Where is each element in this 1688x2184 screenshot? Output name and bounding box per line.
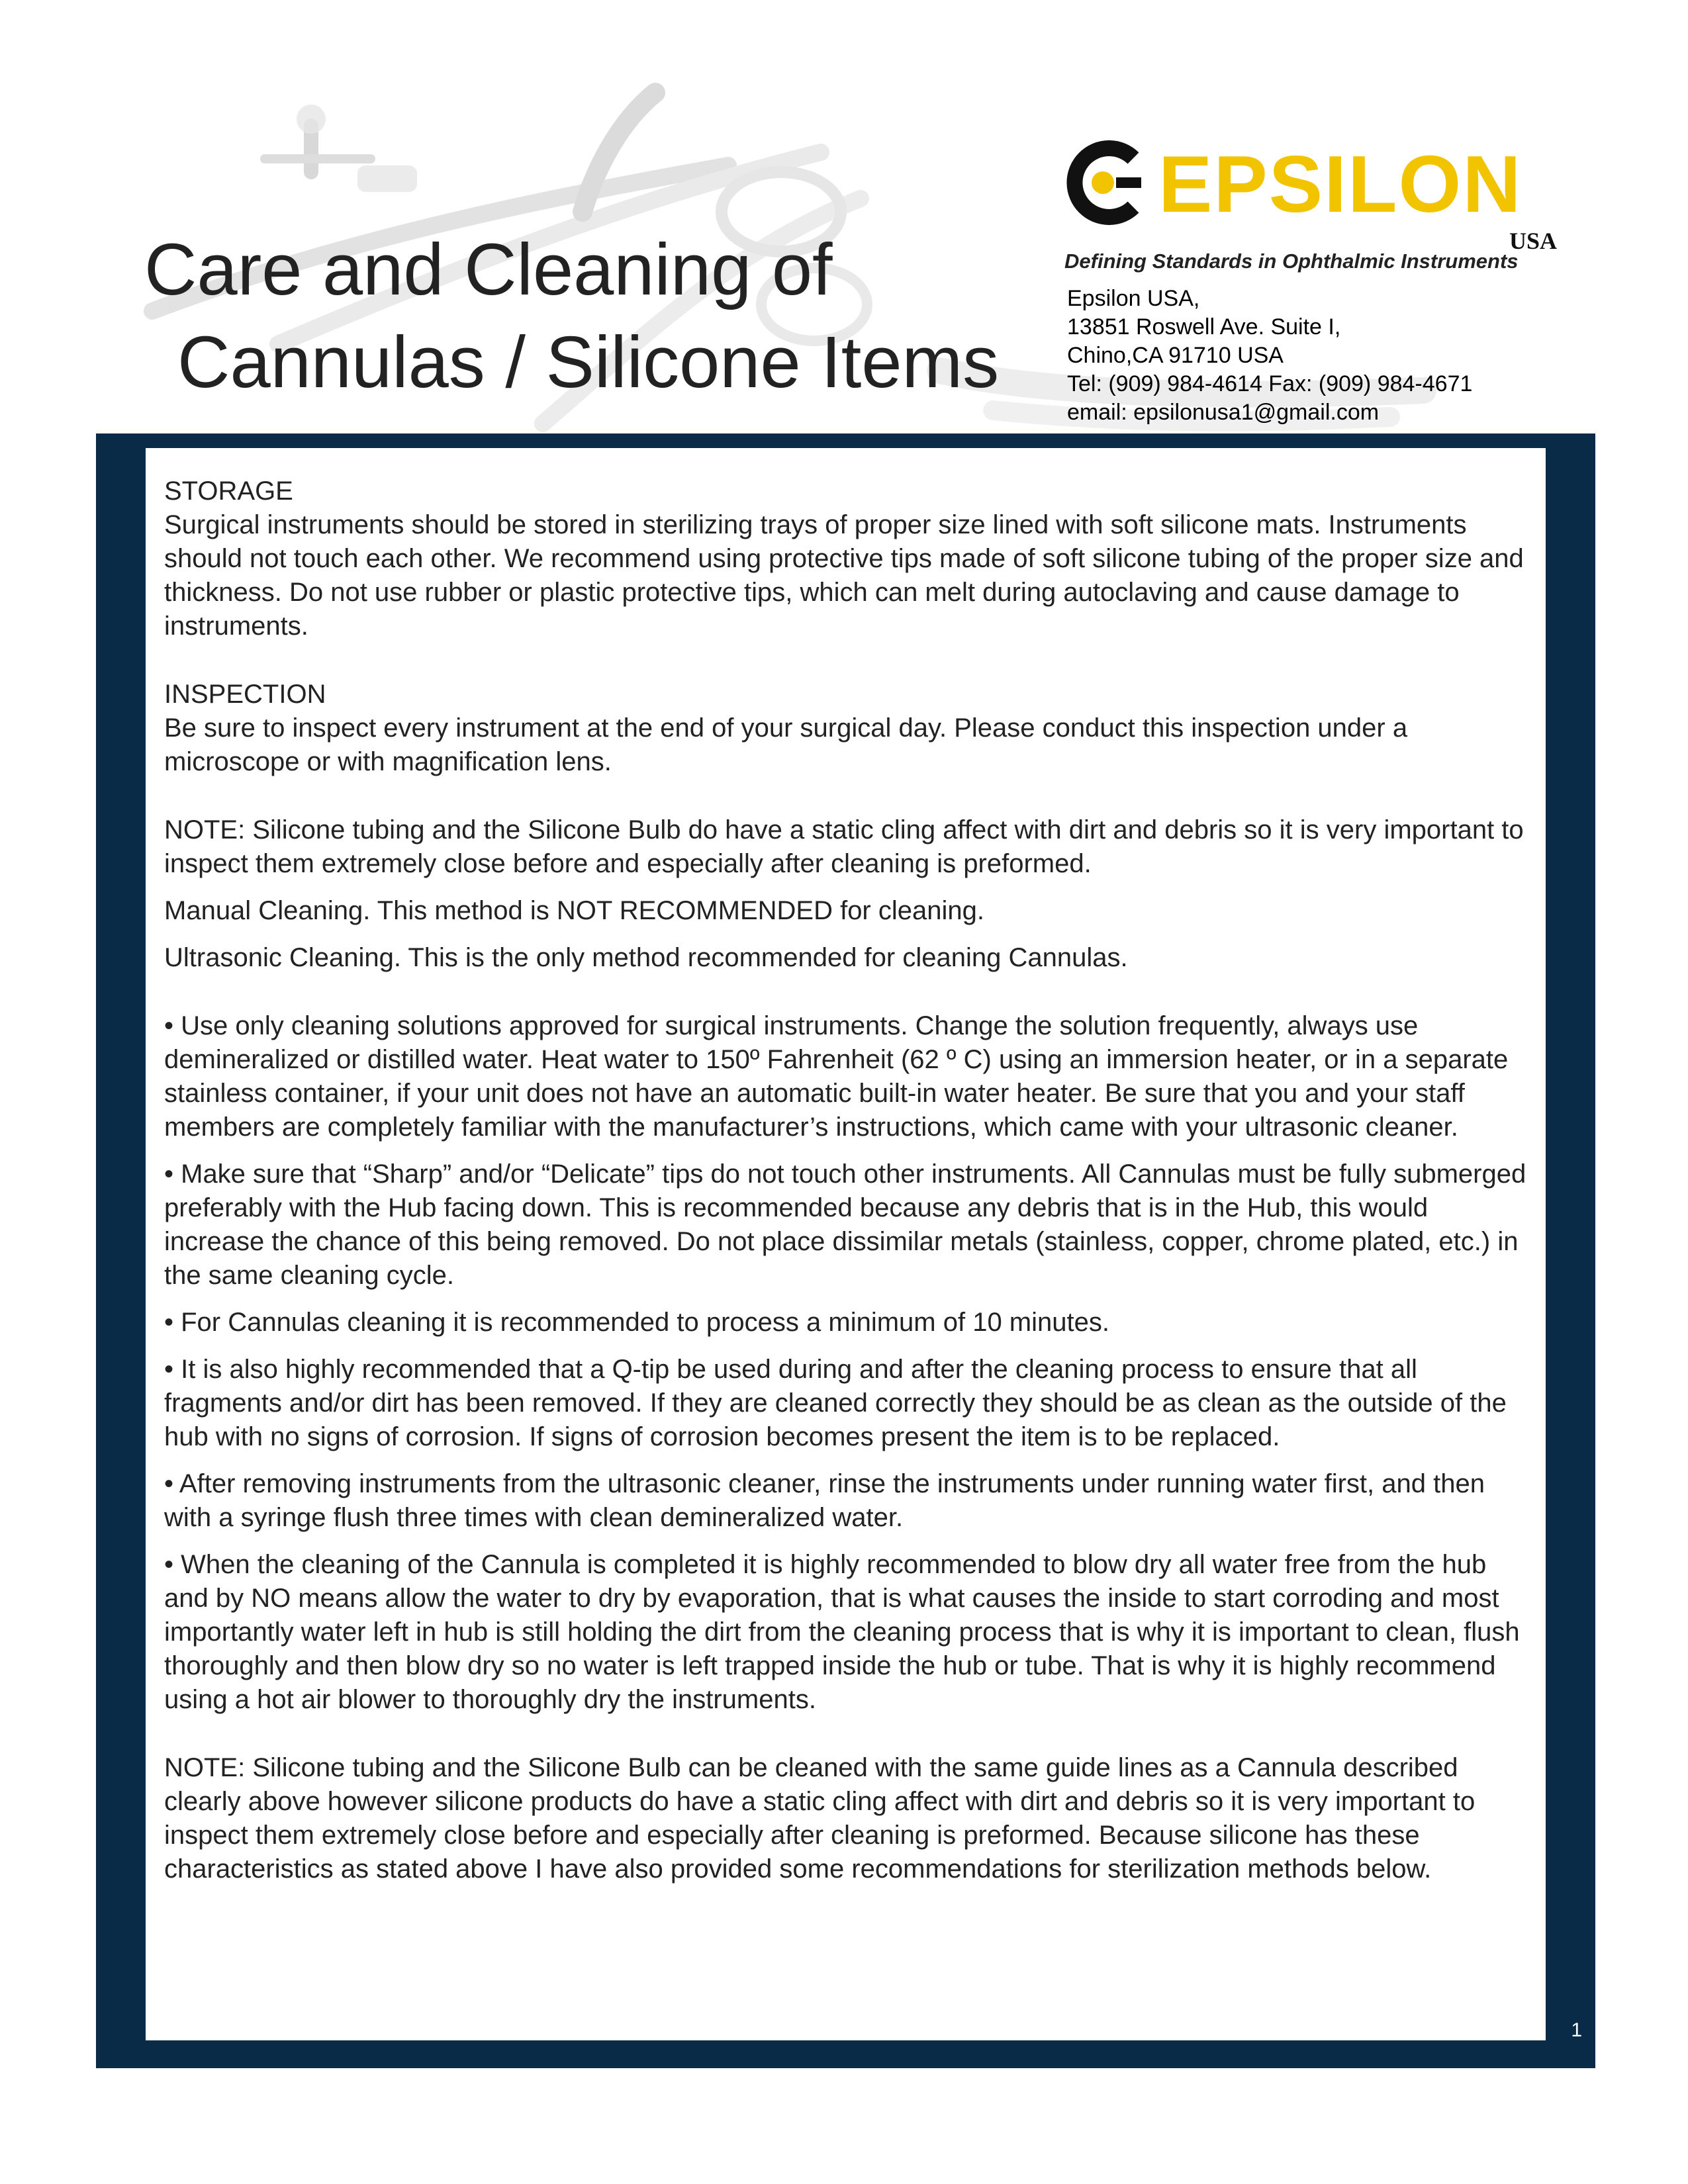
bullet-blow-dry: • When the cleaning of the Cannula is completed it is highly recommended to blow dry all water free from the hub and by NO means allow the water to dry by evaporation, that is what causes the inside to start corroding and most importantly water left in hub is still holding the dirt from the cleaning process that is why it is important to clean, flush thoroughly and then blow dry so no water is left trapped inside the hub or tube. That is why it is highly recommend using a hot air blower to thoroughly dry the instruments. bbox=[164, 1550, 1520, 1714]
note-static-cling: NOTE: Silicone tubing and the Silicone Bulb do have a static cling affect with dirt and debris so it is very important to inspect them extremely close before and especially after cleaning is preformed. bbox=[164, 815, 1524, 878]
page-number: 1 bbox=[1571, 2019, 1582, 2041]
logo-usa-label: USA bbox=[1509, 228, 1558, 254]
document-title-line-2: Cannulas / Silicone Items bbox=[177, 322, 1000, 403]
bullet-rinse-flush: • After removing instruments from the ultrasonic cleaner, rinse the instruments under running water first, and then with a syringe flush three times with clean demineralized water. bbox=[164, 1469, 1485, 1532]
storage-heading: STORAGE bbox=[164, 477, 293, 506]
address-city: Chino,CA 91710 USA bbox=[1067, 343, 1284, 368]
phone-fax: Tel: (909) 984-4614 Fax: (909) 984-4671 bbox=[1067, 371, 1473, 396]
bullet-cleaning-solutions: • Use only cleaning solutions approved for surgical instruments. Change the solution frequently, always use demineralized or distilled water. Heat water to 150º Fahrenheit (62 º C) using an immersion heater, or in a separate stainless container, if your unit does not have an automatic built-in water heater. Be sure that you and your staff members are completely familiar with the manufacturer’s instructions, which came with your ultrasonic cleaner. bbox=[164, 1011, 1509, 1142]
inspection-paragraph: Be sure to inspect every instrument at the end of your surgical day. Please conduct this inspection under a microscope or with magnification lens. bbox=[164, 713, 1408, 776]
logo-wordmark: EPSILON bbox=[1158, 139, 1523, 229]
epsilon-logo bbox=[1059, 136, 1558, 281]
manual-cleaning-paragraph: Manual Cleaning. This method is NOT RECOMMENDED for cleaning. bbox=[164, 896, 984, 925]
company-address bbox=[1067, 285, 1472, 427]
inspection-heading: INSPECTION bbox=[164, 680, 326, 709]
storage-paragraph: Surgical instruments should be stored in sterilizing trays of proper size lined with soft silicone mats. Instruments should not touch each other. We recommend using protective tips made of soft silicone tubing of the proper size and thickness. Do not use rubber or plastic protective tips, which can melt during autoclaving and cause damage to instruments. bbox=[164, 510, 1524, 641]
email-address[interactable]: email: epsilonusa1@gmail.com bbox=[1067, 400, 1380, 425]
document-body bbox=[164, 475, 1534, 1886]
bullet-sharp-delicate-tips: • Make sure that “Sharp” and/or “Delicate” tips do not touch other instruments. All Cannulas must be fully submerged preferably with the Hub facing down. This is recommended because any debris that is in the Hub, this would increase the chance of this being removed. Do not place dissimilar metals (stainless, copper, chrome plated, etc.) in the same cleaning cycle. bbox=[164, 1160, 1526, 1290]
bullet-q-tip: • It is also highly recommended that a Q-tip be used during and after the cleaning process to ensure that all fragments and/or dirt has been removed. If they are cleaned correctly they should be as clean as the outside of the hub with no signs of corrosion. If signs of corrosion becomes present the item is to be replaced. bbox=[164, 1355, 1507, 1451]
ultrasonic-cleaning-paragraph: Ultrasonic Cleaning. This is the only method recommended for cleaning Cannulas. bbox=[164, 943, 1128, 972]
epsilon-emblem-icon bbox=[1059, 140, 1156, 226]
logo-tagline: Defining Standards in Ophthalmic Instruments bbox=[1064, 250, 1519, 273]
content-frame bbox=[96, 433, 1595, 2068]
company-name: Epsilon USA, bbox=[1067, 286, 1200, 311]
address-street: 13851 Roswell Ave. Suite I, bbox=[1067, 314, 1341, 340]
document-title-line-1: Care and Cleaning of bbox=[144, 229, 833, 310]
note-silicone-cleaning: NOTE: Silicone tubing and the Silicone Bulb can be cleaned with the same guide lines as a Cannula described clearly above however silicone products do have a static cling affect with dirt and debris so it is very important to inspect them extremely close before and especially after cleaning is preformed. Because silicone has these characteristics as stated above I have also provided some recommendations for sterilization methods below. bbox=[164, 1753, 1476, 1884]
content-panel bbox=[146, 448, 1546, 2040]
bullet-minimum-process-time: • For Cannulas cleaning it is recommended to process a minimum of 10 minutes. bbox=[164, 1308, 1109, 1337]
